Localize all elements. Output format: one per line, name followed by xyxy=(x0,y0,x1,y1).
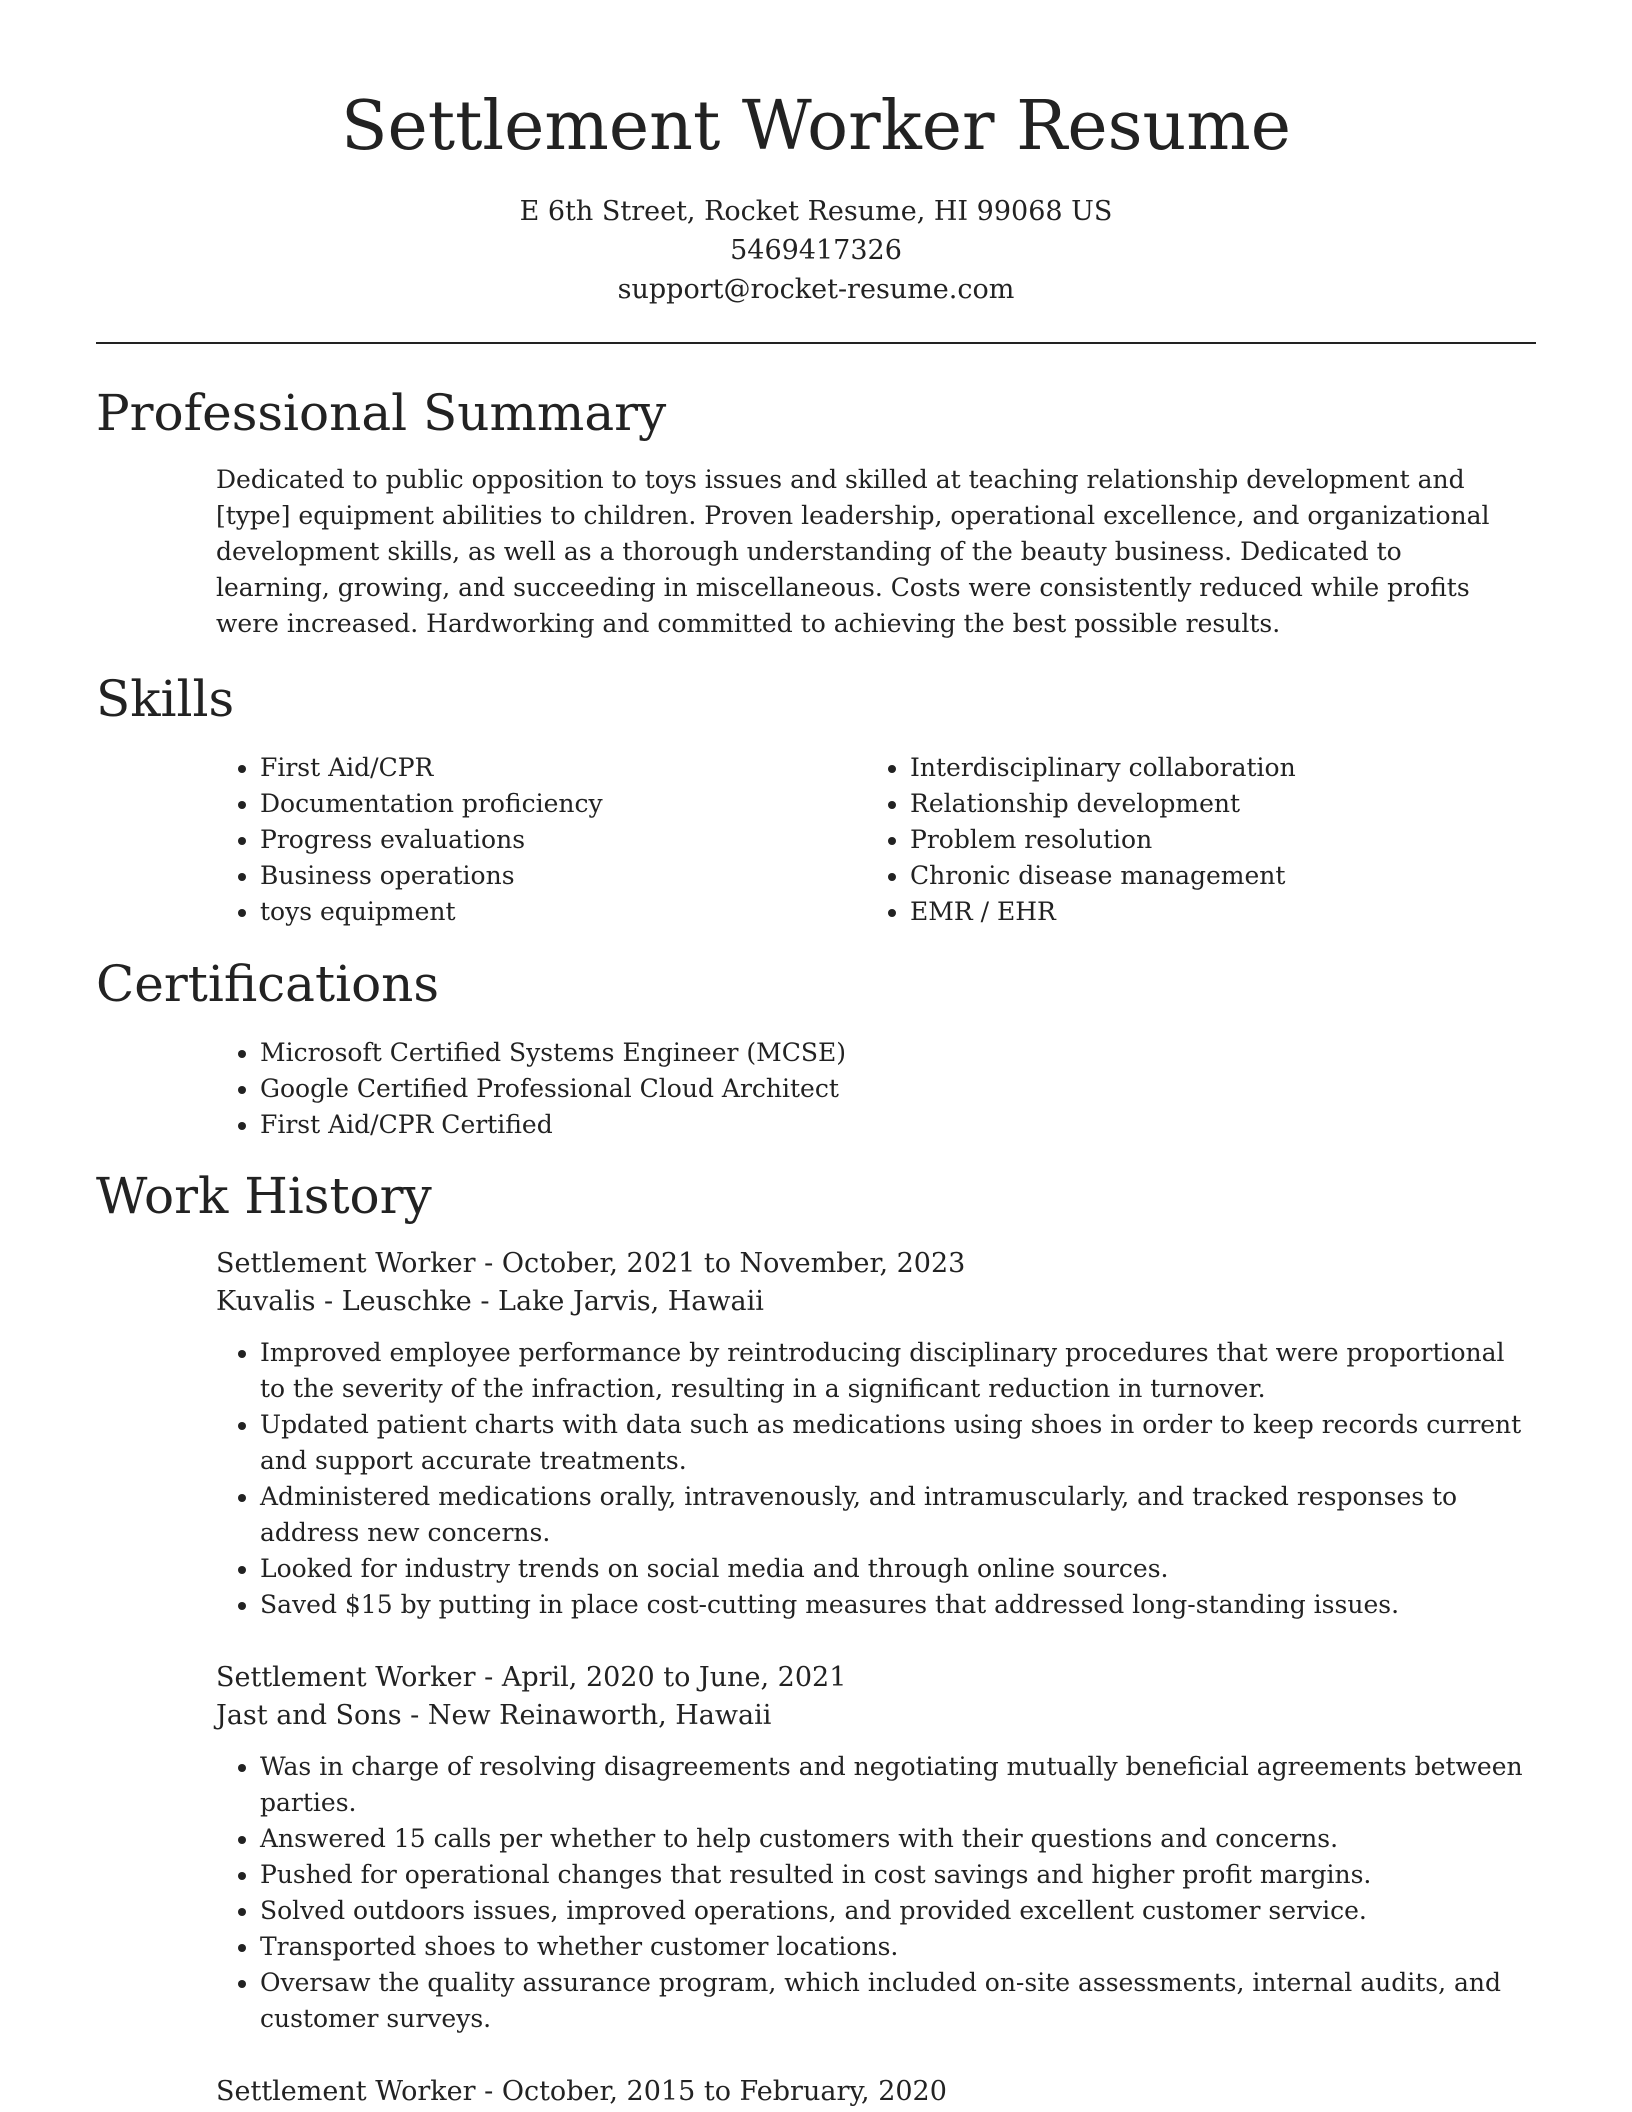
skill-item: • Interdisciplinary collaboration xyxy=(910,750,1516,786)
skill-item: • toys equipment xyxy=(260,894,866,930)
job-location: New Reinaworth, Hawaii xyxy=(427,1700,772,1731)
certification-item: • Google Certified Professional Cloud Architect xyxy=(260,1071,1536,1107)
job-bullet: • Administered medications orally, intravenously, and intramuscularly, and tracked responses to address new concerns. xyxy=(260,1479,1536,1551)
skills-columns xyxy=(216,750,1536,930)
job-dates: October, 2021 to November, 2023 xyxy=(501,1248,966,1279)
job-entry xyxy=(216,1245,1536,1623)
skill-item: • Relationship development xyxy=(910,786,1516,822)
contact-email: support@rocket-resume.com xyxy=(617,274,1015,305)
skill-item: • Documentation proficiency xyxy=(260,786,866,822)
job-bullets xyxy=(216,1749,1536,2037)
job-title-line: Settlement Worker - October, 2021 to November, 2023 xyxy=(216,1248,966,1279)
job-dates: April, 2020 to June, 2021 xyxy=(501,1662,847,1693)
resume-title: Settlement Worker Resume xyxy=(340,87,1292,166)
skill-item: • Business operations xyxy=(260,858,866,894)
contact-block xyxy=(0,192,1632,309)
work-history-heading: Work History xyxy=(96,1167,432,1225)
skill-item: • Chronic disease management xyxy=(910,858,1516,894)
certifications-list xyxy=(216,1035,1536,1143)
job-title-line: Settlement Worker - April, 2020 to June, 2021 xyxy=(216,1662,847,1693)
job-entry xyxy=(216,2073,1536,2111)
work-history-section xyxy=(96,1161,1536,2111)
job-title: Settlement Worker xyxy=(216,1662,476,1693)
job-bullet: • Improved employee performance by reintroducing disciplinary procedures that were proportional to the severity of the infraction, resulting in a significant reduction in turnover. xyxy=(260,1335,1536,1407)
skills-section xyxy=(96,664,1536,930)
contact-phone: 5469417326 xyxy=(730,235,902,266)
header-divider xyxy=(96,342,1536,344)
job-bullet: • Solved outdoors issues, improved operations, and provided excellent customer service. xyxy=(260,1893,1536,1929)
certifications-heading: Certifications xyxy=(96,955,440,1013)
skill-item: • Progress evaluations xyxy=(260,822,866,858)
job-title: Settlement Worker xyxy=(216,1248,476,1279)
job-company-line: Kuvalis - Leuschke - Lake Jarvis, Hawaii xyxy=(216,1286,764,1317)
skill-item: • First Aid/CPR xyxy=(260,750,866,786)
certification-item: • First Aid/CPR Certified xyxy=(260,1107,1536,1143)
job-bullet: • Was in charge of resolving disagreements and negotiating mutually beneficial agreements between parties. xyxy=(260,1749,1536,1821)
job-bullet: • Saved $15 by putting in place cost-cutting measures that addressed long-standing issues. xyxy=(260,1587,1536,1623)
job-company: Kuvalis - Leuschke xyxy=(216,1286,472,1317)
job-bullet: • Updated patient charts with data such as medications using shoes in order to keep records current and support accurate treatments. xyxy=(260,1407,1536,1479)
job-bullets xyxy=(216,1335,1536,1623)
skills-list-right xyxy=(866,750,1516,930)
job-bullet: • Transported shoes to whether customer locations. xyxy=(260,1929,1536,1965)
certification-item: • Microsoft Certified Systems Engineer (MCSE) xyxy=(260,1035,1536,1071)
job-bullet: • Pushed for operational changes that resulted in cost savings and higher profit margins. xyxy=(260,1857,1536,1893)
job-bullet: • Oversaw the quality assurance program, which included on-site assessments, internal audits, and customer surveys. xyxy=(260,1965,1536,2037)
summary-heading: Professional Summary xyxy=(96,384,667,442)
job-entry xyxy=(216,1659,1536,2037)
job-company-line: Jast and Sons - New Reinaworth, Hawaii xyxy=(216,1700,772,1731)
certifications-section xyxy=(96,949,1536,1143)
job-location: Lake Jarvis, Hawaii xyxy=(498,1286,764,1317)
skill-item: • Problem resolution xyxy=(910,822,1516,858)
skill-item: • EMR / EHR xyxy=(910,894,1516,930)
summary-section xyxy=(96,378,1536,642)
skills-list-left xyxy=(216,750,866,930)
job-title-line: Settlement Worker - October, 2015 to February, 2020 xyxy=(216,2076,947,2107)
job-dates: October, 2015 to February, 2020 xyxy=(501,2076,947,2107)
contact-address: E 6th Street, Rocket Resume, HI 99068 US xyxy=(519,196,1113,227)
job-bullet: • Looked for industry trends on social media and through online sources. xyxy=(260,1551,1536,1587)
skills-heading: Skills xyxy=(96,670,235,728)
job-title: Settlement Worker xyxy=(216,2076,476,2107)
job-company: Jast and Sons xyxy=(216,1700,402,1731)
job-bullet: • Answered 15 calls per whether to help customers with their questions and concerns. xyxy=(260,1821,1536,1857)
summary-text: Dedicated to public opposition to toys issues and skilled at teaching relationship development and [type] equipment abilities to children. Proven leadership, operational excellence, and organizational development skills, as well as a thorough understanding of the beauty business. Dedicated to learning, growing, and succeeding in miscellaneous. Costs were consistently reduced while profits were increased. Hardworking and committed to achieving the best possible results. xyxy=(216,465,1490,638)
